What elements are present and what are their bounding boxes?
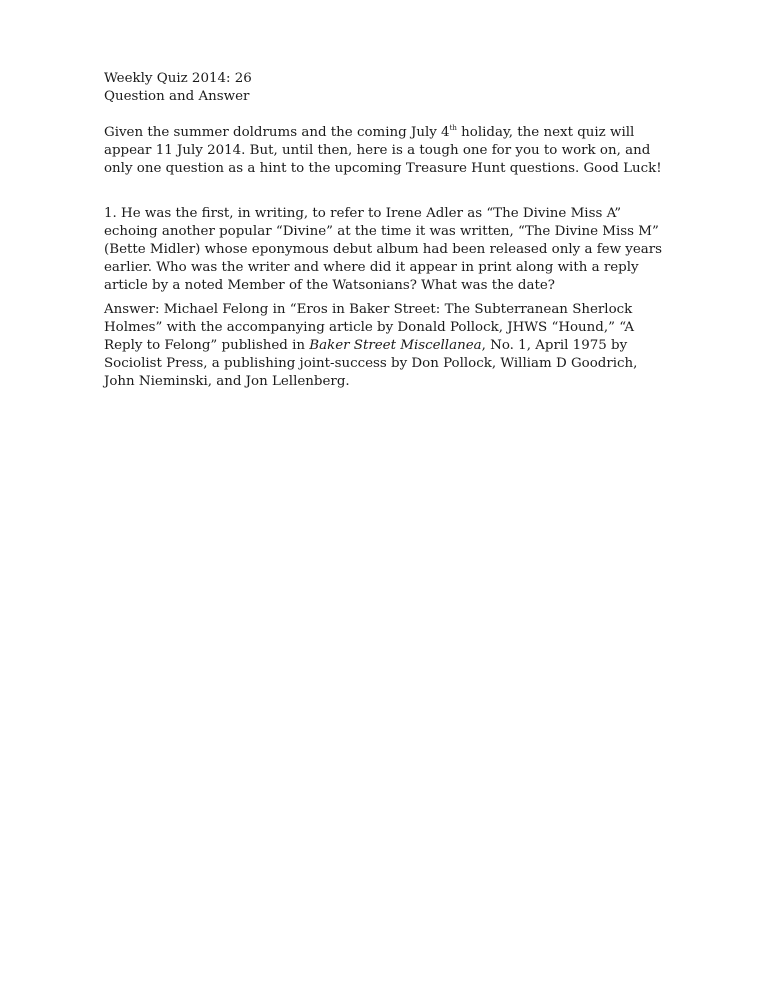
answer-text-start: Answer: Michael Felong in “Eros in Baker Street: The Subterranean Sherlock Holmes” with the accompanying article by Donald Pollock, JHWS “Hound,” “A Reply to Felong” published in [104,302,635,353]
answer-paragraph [104,301,664,391]
ordinal-suffix: th [449,124,457,132]
document-body [104,70,664,391]
intro-text-start: Given the summer doldrums and the coming July 4 [104,125,450,140]
publication-title: Baker Street Miscellanea [309,338,482,353]
spacer [104,178,664,205]
quiz-subtitle: Question and Answer [104,89,250,104]
quiz-title: Weekly Quiz 2014: 26 [104,71,252,86]
question-paragraph: 1. He was the first, in writing, to refer to Irene Adler as “The Divine Miss A” echoing another popular “Divine” at the time it was written, “The Divine Miss M” (Bette Midler) whose eponymous debut album had been released only a few years earlier. Who was the writer and where did it appear in print along with a reply article by a noted Member of the Watsonians? What was the date? [104,206,663,293]
intro-text-end: holiday, the next quiz will appear 11 July 2014. But, until then, here is a tough one for you to work on, and only one question as a hint to the upcoming Treasure Hunt questions. Good Luck! [104,125,662,176]
spacer [104,106,664,124]
answer-text-end: , No. 1, April 1975 by Sociolist Press, a publishing joint-success by Don Pollock, William D Goodrich, John Nieminski, and Jon Lellenberg. [104,338,638,389]
intro-paragraph [104,124,664,178]
